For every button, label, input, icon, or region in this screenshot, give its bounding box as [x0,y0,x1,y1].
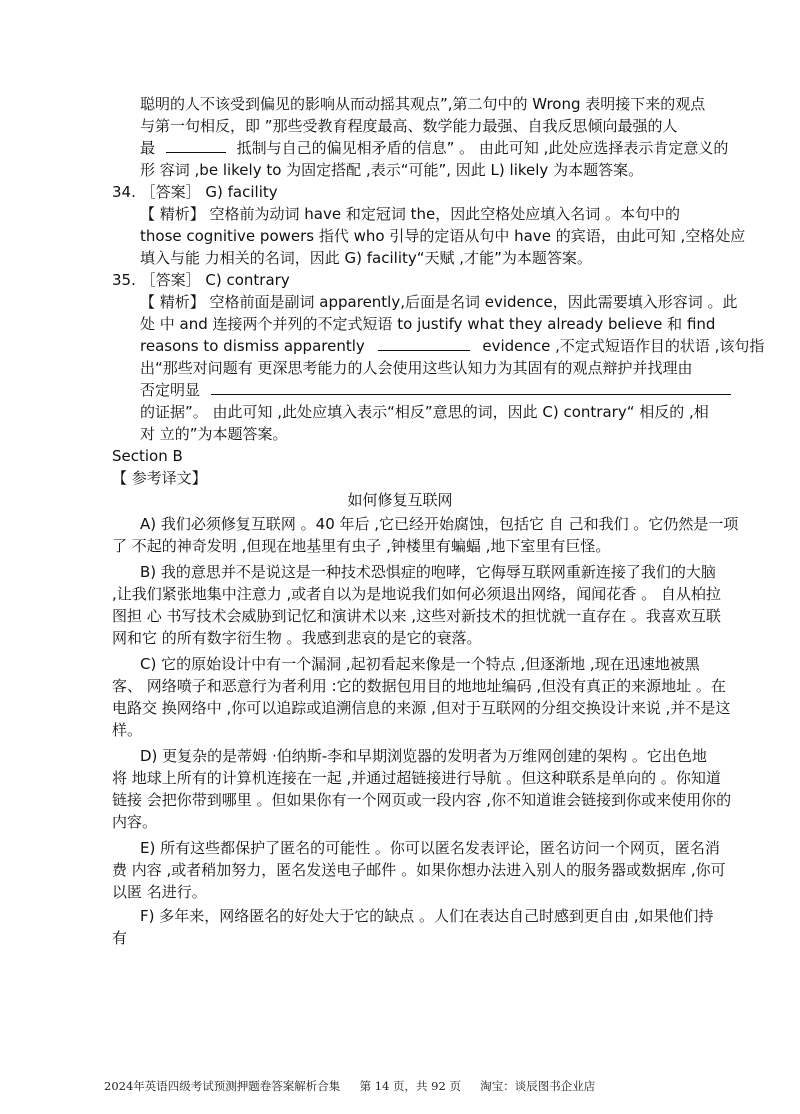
analysis-35-line: 【 精析】 空格前面是副词 apparently,后面是名词 evidence，因此需要填入形容词 。此 [140,293,738,311]
paragraph-e-line: E) 所有这些都保护了匿名的可能性 。你可以匿名发表评论，匿名访问一个网页，匿名消 [140,839,720,857]
paragraph-b-line: B) 我的意思并不是说这是一种技术恐惧症的咆哮，它侮辱互联网重新连接了我们的大脑 [140,563,716,581]
paragraph-b-line: ,让我们紧张地集中注意力 ,或者自以为是地说我们如何必须退出网络，闻闻花香 。 自从柏拉 [112,585,721,603]
paragraph-e-line: 以匿 名进行。 [112,883,207,901]
paragraph-c-line: C) 它的原始设计中有一个漏洞 ,起初看起来像是一个特点 ,但逐渐地 ,现在迅速地被黑 [140,655,700,673]
paragraph-a-line: A) 我们必须修复互联网 。40 年后 ,它已经开始腐蚀，包括它 自 己和我们 。它仍然是一项 [140,515,739,533]
reference-translation-label: 【 参考译文】 [112,469,207,487]
paragraph-d-line: 内容。 [112,813,158,831]
analysis-text: 最 [140,139,156,157]
paragraph-c-line: 电路交 换网络中 ,你可以追踪或追溯信息的来源 ,但对于互联网的分组交换设计来说 ,并不是这 [112,699,731,717]
paragraph-a-line: 了 不起的神奇发明 ,但现在地基里有虫子 ,钟楼里有蝙蝠 ,地下室里有巨怪。 [112,537,611,555]
paragraph-b-line: 图担 心 书写技术会威胁到记忆和演讲术以来 ,这些对新技术的担忧就一直存在 。我喜欢互联 [112,607,721,625]
analysis-35-line [140,380,731,400]
analysis-text: 否定明显 [140,381,201,399]
translation-title: 如何修复互联网 [347,491,453,509]
analysis-text: reasons to dismiss apparently [140,337,365,355]
analysis-text-line: 聪明的人不该受到偏见的影响从而动摇其观点”,第二句中的 Wrong 表明接下来的观点 [140,95,706,113]
analysis-35-line: 对 立的”为本题答案。 [140,425,288,443]
answer-34: 34. ［答案］ G) facility [112,183,278,201]
footer-shop: 淘宝：谈辰图书企业店 [480,1079,596,1093]
analysis-34-line: 【 精析】 空格前为动词 have 和定冠词 the，因此空格处应填入名词 。本句中的 [140,205,681,223]
fill-blank [166,138,226,153]
analysis-35-line: 出“那些对问题有 更深思考能力的人会使用这些认知力为其固有的观点辩护并找理由 [140,359,693,377]
analysis-text-line: 形 容词 ,be likely to 为固定搭配 ,表示“可能”, 因此 L) likely 为本题答案。 [140,161,644,179]
paragraph-d-line: 将 地球上所有的计算机连接在一起 ,并通过超链接进行导航 。但这种联系是单向的 。你知道 [112,769,721,787]
analysis-text: 抵制与自己的偏见相矛盾的信息” 。 由此可知 ,此处应选择表示肯定意义的 [236,139,729,157]
analysis-35-line: 处 中 and 连接两个并列的不定式短语 to justify what they already believe 和 find [140,315,716,333]
analysis-34-line: those cognitive powers 指代 who 引导的定语从句中 have 的宾语，由此可知 ,空格处应 [140,227,746,245]
analysis-35-line [140,336,764,356]
footer-collection-title: 2024年英语四级考试预测押题卷答案解析合集 [104,1079,341,1093]
analysis-text-line [140,138,728,158]
fill-blank [378,336,470,351]
analysis-text-line: 与第一句相反，即 ”那些受教育程度最高、数学能力最强、自我反思倾向最强的人 [140,117,678,135]
footer-page-number: 第 14 页，共 92 页 [359,1079,461,1093]
paragraph-b-line: 网和它 的所有数字衍生物 。我感到悲哀的是它的衰落。 [112,629,482,647]
paragraph-f-line: 有 [112,929,128,947]
section-heading: Section B [112,447,183,465]
paragraph-e-line: 费 内容 ,或者稍加努力，匿名发送电子邮件 。如果你想办法进入别人的服务器或数据库 ,你可 [112,861,726,879]
paragraph-d-line: D) 更复杂的是蒂姆 ·伯纳斯-李和早期浏览器的发明者为万维网创建的架构 。它出色地 [140,747,707,765]
analysis-35-line: 的证据”。 由此可知 ,此处应填入表示“相反”意思的词，因此 C) contrary“ 相反的 ,相 [140,403,709,421]
paragraph-c-line: 客、 网络喷子和恶意行为者利用 :它的数据包用目的地地址编码 ,但没有真正的来源地址 。在 [112,677,726,695]
paragraph-d-line: 链接 会把你带到哪里 。但如果你有一个网页或一段内容 ,你不知道谁会链接到你或来使用你的 [112,791,732,809]
analysis-text: evidence ,不定式短语作目的状语 ,该句指 [482,337,765,355]
answer-35: 35. ［答案］ C) contrary [112,271,290,289]
paragraph-c-line: 样。 [112,721,143,739]
fill-blank [211,380,731,395]
analysis-34-line: 填入与能 力相关的名词，因此 G) facility“天赋 ,才能”为本题答案。 [140,249,592,267]
paragraph-f-line: F) 多年来，网络匿名的好处大于它的缺点 。人们在表达自己时感到更自由 ,如果他们持 [140,907,714,925]
page-footer [104,1076,595,1096]
